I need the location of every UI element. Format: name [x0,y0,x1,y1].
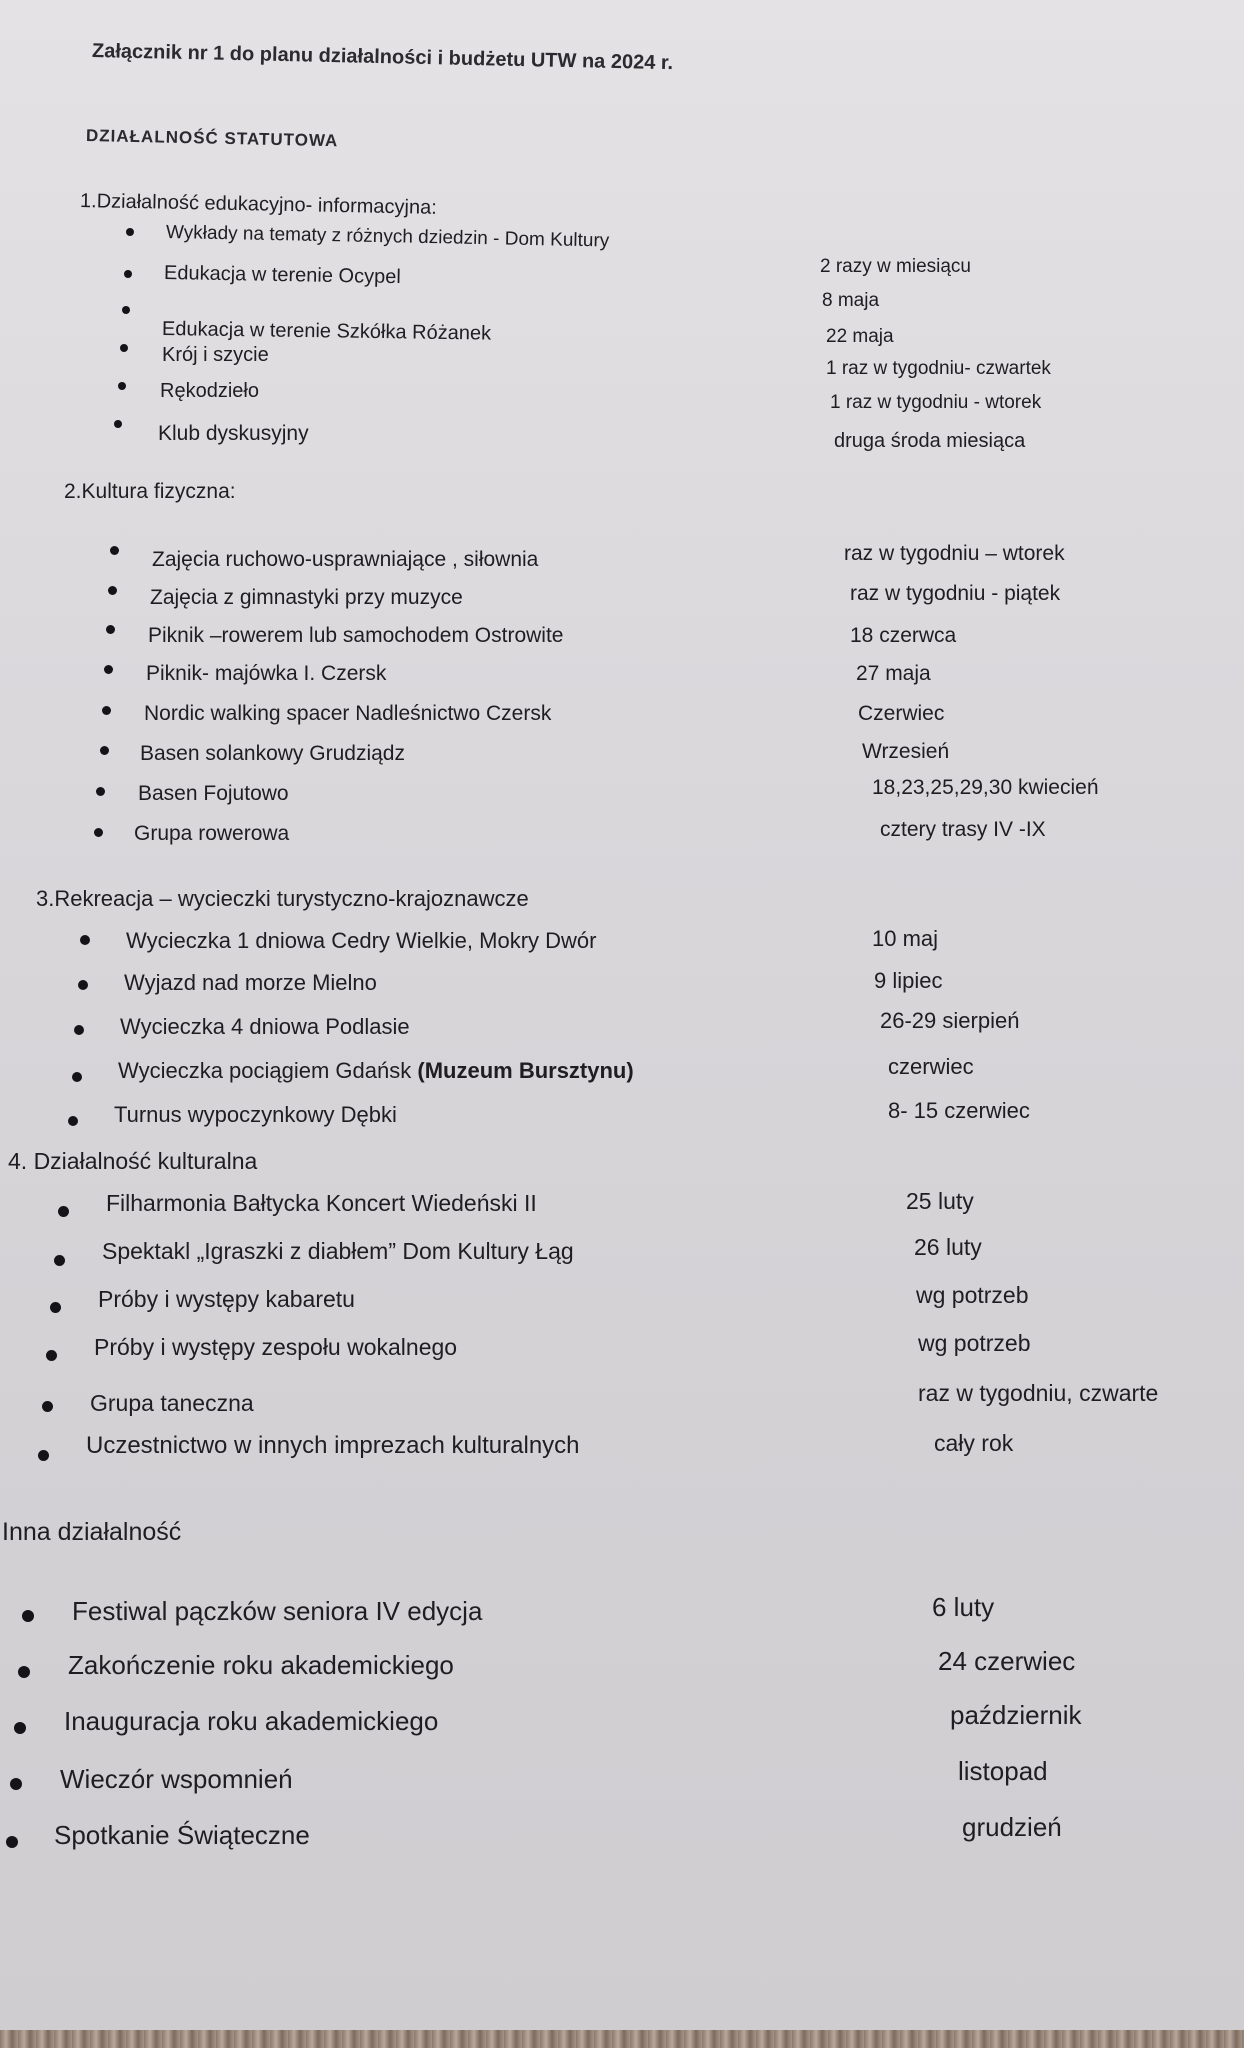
item-name: Próby i występy kabaretu [98,1286,355,1312]
item-name: Rękodzieło [160,380,259,402]
bullet [6,1836,18,1848]
item-date: 2 razy w miesiącu [820,256,971,277]
item-date: raz w tygodniu - piątek [850,582,1061,605]
item-name: Piknik –rowerem lub samochodem Ostrowite [148,624,564,647]
bullet [78,980,88,990]
item-date: Czerwiec [858,702,945,725]
item-date: raz w tygodniu – wtorek [844,542,1065,565]
bullet [22,1610,34,1622]
item-name: Spotkanie Świąteczne [54,1820,310,1850]
item-date: 26 luty [914,1234,982,1260]
item-name: Festiwal pączków seniora IV edycja [72,1596,483,1626]
bullet [110,546,119,555]
item-date: 18,23,25,29,30 kwiecień [872,776,1099,799]
item-date: październik [950,1700,1082,1730]
item-date: listopad [958,1756,1048,1786]
item-name: Uczestnictwo w innych imprezach kulturalnych [86,1432,580,1459]
item-date: cały rok [934,1430,1014,1456]
item-name: Spektakl „Igraszki z diabłem” Dom Kultury Łąg [102,1238,574,1264]
section-heading: Inna działalność [2,1518,182,1546]
item-date: 1 raz w tygodniu- czwartek [826,358,1051,379]
bullet [68,1116,78,1126]
bullet [72,1072,82,1082]
bullet [124,270,132,278]
item-name: Piknik- majówka I. Czersk [146,662,387,685]
item-date: grudzień [962,1812,1062,1842]
bullet [18,1666,30,1678]
item-date: czerwiec [888,1054,974,1079]
item-name: Turnus wypoczynkowy Dębki [114,1102,397,1127]
table-surface [0,2030,1244,2048]
bullet [106,625,115,634]
item-name: Nordic walking spacer Nadleśnictwo Czersk [144,702,552,725]
item-date: Wrzesień [862,740,950,763]
item-name-text: Wycieczka pociągiem Gdańsk [118,1058,418,1083]
bullet [122,306,130,314]
bullet [120,344,128,352]
item-date: 22 maja [826,326,894,347]
item-date: 24 czerwiec [938,1646,1076,1676]
bullet [46,1350,57,1361]
item-date: raz w tygodniu, czwarte [918,1380,1159,1406]
item-name: Basen Fojutowo [138,782,289,805]
item-date: cztery trasy IV -IX [880,818,1046,841]
item-date: 6 luty [932,1592,995,1622]
item-name: Edukacja w terenie Ocypel [163,262,401,289]
item-name [118,1058,634,1084]
bullet [10,1778,22,1790]
item-name: Zakończenie roku akademickiego [68,1650,454,1680]
bullet [54,1255,65,1266]
item-date: 26-29 sierpień [880,1008,1020,1033]
item-date: druga środa miesiąca [834,430,1026,452]
item-name: Wyjazd nad morze Mielno [124,970,377,995]
bullet [108,586,117,595]
bullet [102,706,111,715]
bullet [118,382,126,390]
item-name: Wycieczka 4 dniowa Podlasie [120,1014,410,1039]
item-name: Grupa rowerowa [134,822,290,845]
item-name: Krój i szycie [162,344,269,366]
section-heading: 4. Działalność kulturalna [8,1148,258,1174]
bullet [104,665,113,674]
bullet [50,1302,61,1313]
item-name: Filharmonia Bałtycka Koncert Wiedeński II [106,1190,537,1216]
item-name-bold: (Muzeum Bursztynu) [417,1058,634,1083]
bullet [14,1722,26,1734]
item-name: Edukacja w terenie Szkółka Różanek [161,318,492,345]
item-name: Wykłady na tematy z różnych dziedzin - Dom Kultury [165,222,610,252]
item-date: 18 czerwca [850,624,957,647]
document-title: Załącznik nr 1 do planu działalności i budżetu UTW na 2024 r. [91,40,674,75]
item-date: 8 maja [822,290,880,311]
item-name: Inauguracja roku akademickiego [64,1706,439,1736]
bullet [94,828,103,837]
item-date: 9 lipiec [874,968,943,993]
bullet [126,228,134,236]
item-name: Wycieczka 1 dniowa Cedry Wielkie, Mokry Dwór [126,928,597,953]
bullet [58,1206,69,1217]
item-date: 27 maja [856,662,931,685]
item-date: 1 raz w tygodniu - wtorek [830,392,1042,413]
item-name: Wieczór wspomnień [60,1764,293,1794]
item-date: wg potrzeb [916,1282,1029,1308]
bullet [38,1450,49,1461]
section-heading: 2.Kultura fizyczna: [64,480,236,503]
bullet [74,1025,84,1035]
item-name: Próby i występy zespołu wokalnego [94,1334,458,1360]
bullet [96,787,105,796]
item-name: Basen solankowy Grudziądz [140,742,405,765]
item-name: Zajęcia z gimnastyki przy muzyce [150,586,463,609]
section-heading: 3.Rekreacja – wycieczki turystyczno-krajoznawcze [36,886,529,911]
bullet [42,1401,53,1412]
bullet [80,935,90,945]
item-date: 25 luty [906,1188,974,1214]
item-name: Klub dyskusyjny [158,422,309,445]
item-date: 8- 15 czerwiec [888,1098,1030,1123]
bullet [100,746,109,755]
bullet [114,420,122,428]
item-name: Zajęcia ruchowo-usprawniające , siłownia [152,548,539,571]
section-heading: 1.Działalność edukacyjno- informacyjna: [79,190,437,219]
document-subtitle: DZIAŁALNOŚĆ STATUTOWA [85,126,339,151]
item-date: 10 maj [872,926,939,951]
item-date: wg potrzeb [918,1330,1031,1356]
item-name: Grupa taneczna [90,1390,254,1416]
